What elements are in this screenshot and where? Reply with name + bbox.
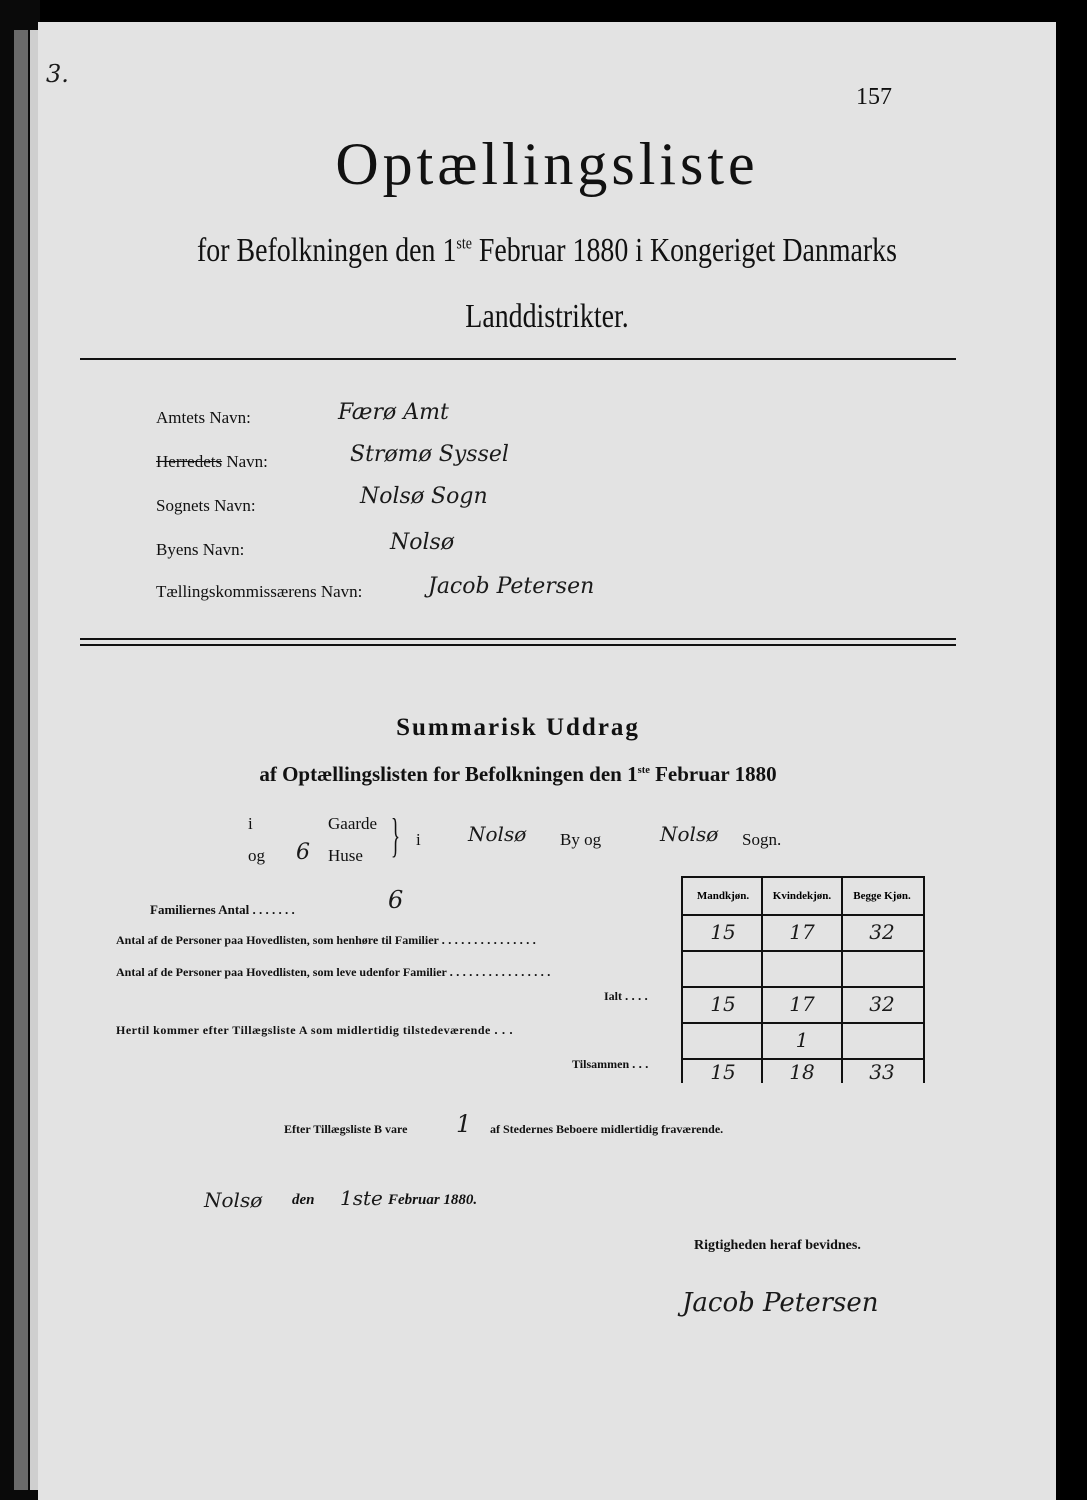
summary-title: Summarisk Uddrag xyxy=(396,714,640,741)
by-value: Nolsø xyxy=(390,530,455,555)
kommissaer-label: Tællingskommissærens Navn: xyxy=(156,582,363,601)
summary-sogn-value: Nolsø xyxy=(660,822,719,846)
place-value: Nolsø xyxy=(204,1188,263,1212)
summary-og: og xyxy=(248,846,265,865)
by-label: Byens Navn: xyxy=(156,540,245,559)
table-cell: 15 xyxy=(710,1060,736,1084)
summary-sogn-word: Sogn. xyxy=(742,830,782,849)
corner-mark: 3. xyxy=(46,60,69,88)
table-cell: 15 xyxy=(710,920,736,944)
date-post: Februar 1880. xyxy=(388,1192,478,1208)
amt-label: Amtets Navn: xyxy=(156,408,251,427)
huse-count: 6 xyxy=(296,840,310,865)
table-row-divider xyxy=(683,950,923,952)
document-title: Optællingsliste xyxy=(335,131,759,197)
signature: Jacob Petersen xyxy=(682,1288,879,1318)
page-number: 157 xyxy=(856,84,892,110)
col-header-begge: Begge Kjøn. xyxy=(853,890,911,902)
row-label-familier: Antal af de Personer paa Hovedlisten, som henhøre til Familier . . . . . . . . . . . . . . . xyxy=(116,932,536,947)
double-rule-bottom xyxy=(80,644,956,646)
herred-value: Strømø Syssel xyxy=(350,442,509,467)
row-label-tilsammen: Tilsammen . . . xyxy=(572,1056,649,1071)
row-label-udenfor: Antal af de Personer paa Hovedlisten, som leve udenfor Familier . . . . . . . . . . . . . . . . xyxy=(116,964,551,979)
top-rule xyxy=(80,358,956,360)
summary-subtitle: af Optællingslisten for Befolkningen den 1ste Februar 1880 xyxy=(259,762,777,786)
den-label: den xyxy=(292,1192,315,1208)
familier-value: 6 xyxy=(388,886,404,914)
table-col-divider xyxy=(761,878,763,1083)
col-header-kvindekjon: Kvindekjøn. xyxy=(772,890,832,902)
herred-label: Herredets Navn: xyxy=(156,452,268,471)
table-cell: 18 xyxy=(789,1060,815,1084)
table-row-divider xyxy=(683,914,923,916)
document-subtitle-line2: Landdistrikter. xyxy=(465,298,629,335)
binding-strip xyxy=(14,30,28,1490)
amt-value: Færø Amt xyxy=(338,400,449,425)
binding-strip-light xyxy=(30,30,38,1490)
efter-post: af Stedernes Beboere midlertidig fraværende. xyxy=(490,1122,724,1136)
summary-table xyxy=(681,876,925,1083)
efter-pre: Efter Tillægsliste B vare xyxy=(284,1122,408,1136)
document-subtitle-line1: for Befolkningen den 1ste Februar 1880 i Kongeriget Danmarks xyxy=(197,232,897,269)
summary-i2: i xyxy=(416,830,421,849)
table-col-divider xyxy=(841,878,843,1083)
rigtighed-label: Rigtigheden heraf bevidnes. xyxy=(694,1238,861,1253)
summary-i: i xyxy=(248,814,253,833)
double-rule-top xyxy=(80,638,956,640)
table-cell: 32 xyxy=(869,992,895,1016)
table-cell: 1 xyxy=(795,1028,809,1052)
kommissaer-value: Jacob Petersen xyxy=(428,574,595,599)
table-cell: 17 xyxy=(789,992,815,1016)
table-cell: 15 xyxy=(710,992,736,1016)
gaarde-label: Gaarde xyxy=(328,814,378,833)
efter-value: 1 xyxy=(456,1110,472,1138)
brace: } xyxy=(390,809,401,862)
sogn-label: Sognets Navn: xyxy=(156,496,256,515)
familier-label: Familiernes Antal . . . . . . . xyxy=(150,902,295,917)
col-header-mandkjon: Mandkjøn. xyxy=(696,890,750,902)
table-row-divider xyxy=(683,986,923,988)
row-label-ialt: Ialt . . . . xyxy=(604,988,648,1003)
huse-label: Huse xyxy=(328,846,363,865)
table-cell: 17 xyxy=(789,920,815,944)
summary-by-og: By og xyxy=(560,830,602,849)
document-page xyxy=(38,22,1056,1500)
table-row-divider xyxy=(683,1022,923,1024)
sogn-value: Nolsø Sogn xyxy=(360,484,488,509)
row-label-tillaegsliste-a: Hertil kommer efter Tillægsliste A som midlertidig tilstedeværende . . . xyxy=(116,1022,514,1037)
day-value: 1ste xyxy=(340,1186,383,1210)
table-cell: 32 xyxy=(869,920,895,944)
scan-edge xyxy=(0,0,40,1500)
table-cell: 33 xyxy=(869,1060,895,1084)
summary-by-value: Nolsø xyxy=(468,822,527,846)
